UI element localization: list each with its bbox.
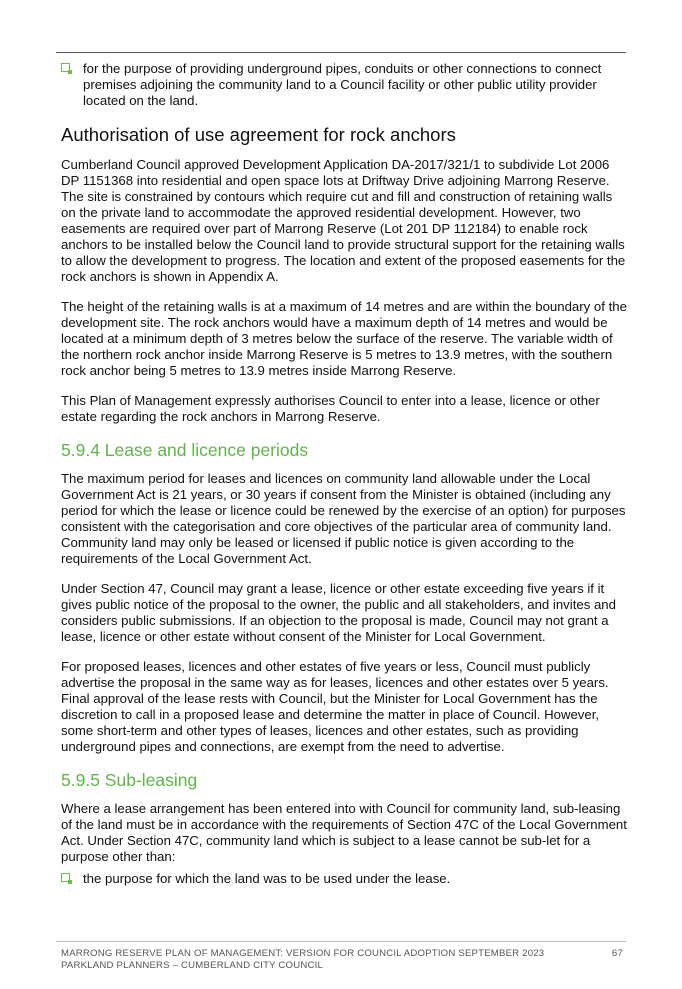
paragraph-sub-leasing: Where a lease arrangement has been entered into with Council for community land, sub-leasing of the land must be in accordance with the requirements of Section 47C of the Local Government Act. Under Section 47C, community land which is subject to a lease cannot be sub-let for a purpose other than: bbox=[61, 801, 627, 864]
paragraph-lease-2: Under Section 47, Council may grant a lease, licence or other estate exceeding five years if it gives public notice of the proposal to the owner, the public and all stakeholders, and invites and considers public submissions. If an objection to the proposal is made, Council may not grant a lease, licence or other estate without consent of the Minister for Local Government. bbox=[61, 581, 616, 644]
paragraph-rock-1: Cumberland Council approved Development Application DA-2017/321/1 to subdivide Lot 2006 DP 1151368 into residential and open space lots at Driftway Drive adjoining Marrong Reserve. The site is constrained by contours which require cut and fill and construction of retaining walls on the private land to accommodate the approved residential development. However, two easements are required over part of Marrong Reserve (Lot 201 DP 112184) to enable rock anchors to be installed below the Council land to provide structural support for the retaining walls to allow the development to progress. The location and extent of the proposed easements for the rock anchors is shown in Appendix A. bbox=[61, 157, 626, 284]
top-divider bbox=[56, 52, 626, 53]
footer-document-title: MARRONG RESERVE PLAN OF MANAGEMENT: VERSION FOR COUNCIL ADOPTION SEPTEMBER 2023 bbox=[61, 948, 545, 959]
footer-divider bbox=[56, 941, 626, 942]
heading-sub-leasing: 5.9.5 Sub-leasing bbox=[61, 770, 198, 790]
paragraph-lease-3: For proposed leases, licences and other estates of five years or less, Council must publicly advertise the proposal in the same way as for leases, licences and other estates over 5 years. Final approval of the lease rests with Council, but the Minister for Local Government has the discretion to call in a proposed lease and determine the matter in place of Council. However, some short-term and other types of leases, licences and other estates, such as providing underground pipes and connections, are exempt from the need to advertise. bbox=[61, 659, 609, 754]
page-footer bbox=[61, 948, 627, 972]
bullet-item-underground-pipes bbox=[61, 61, 627, 109]
page-content bbox=[61, 61, 627, 887]
bullet-text: for the purpose of providing underground pipes, conduits or other connections to connect premises adjoining the community land to a Council facility or other public utility provider located on the land. bbox=[83, 61, 602, 108]
bullet-item-lease-purpose bbox=[61, 871, 627, 887]
paragraph-lease-1: The maximum period for leases and licences on community land allowable under the Local Government Act is 21 years, or 30 years if consent from the Minister is obtained (including any period for which the lease or licence could be renewed by the exercise of an option) for purposes consistent with the categorisation and core objectives of the particular area of community land. Community land may only be leased or licensed if public notice is given according to the requirements of the Local Government Act. bbox=[61, 471, 626, 566]
heading-rock-anchors: Authorisation of use agreement for rock anchors bbox=[61, 124, 456, 145]
paragraph-rock-3: This Plan of Management expressly authorises Council to enter into a lease, licence or other estate regarding the rock anchors in Marrong Reserve. bbox=[61, 393, 600, 424]
footer-author: PARKLAND PLANNERS – CUMBERLAND CITY COUNCIL bbox=[61, 960, 324, 971]
page-number: 67 bbox=[611, 948, 623, 959]
checkbox-bullet-icon bbox=[61, 873, 70, 882]
checkbox-bullet-icon bbox=[61, 63, 70, 72]
paragraph-rock-2: The height of the retaining walls is at a maximum of 14 metres and are within the boundary of the development site. The rock anchors would have a maximum depth of 14 metres and would be located at a minimum depth of 3 metres below the surface of the reserve. The variable width of the northern rock anchor inside Marrong Reserve is 5 metres to 13.9 metres, with the southern rock anchor being 5 metres to 13.9 metres inside Marrong Reserve. bbox=[61, 299, 627, 378]
bullet-text: the purpose for which the land was to be used under the lease. bbox=[83, 871, 451, 886]
heading-lease-periods: 5.9.4 Lease and licence periods bbox=[61, 440, 309, 460]
